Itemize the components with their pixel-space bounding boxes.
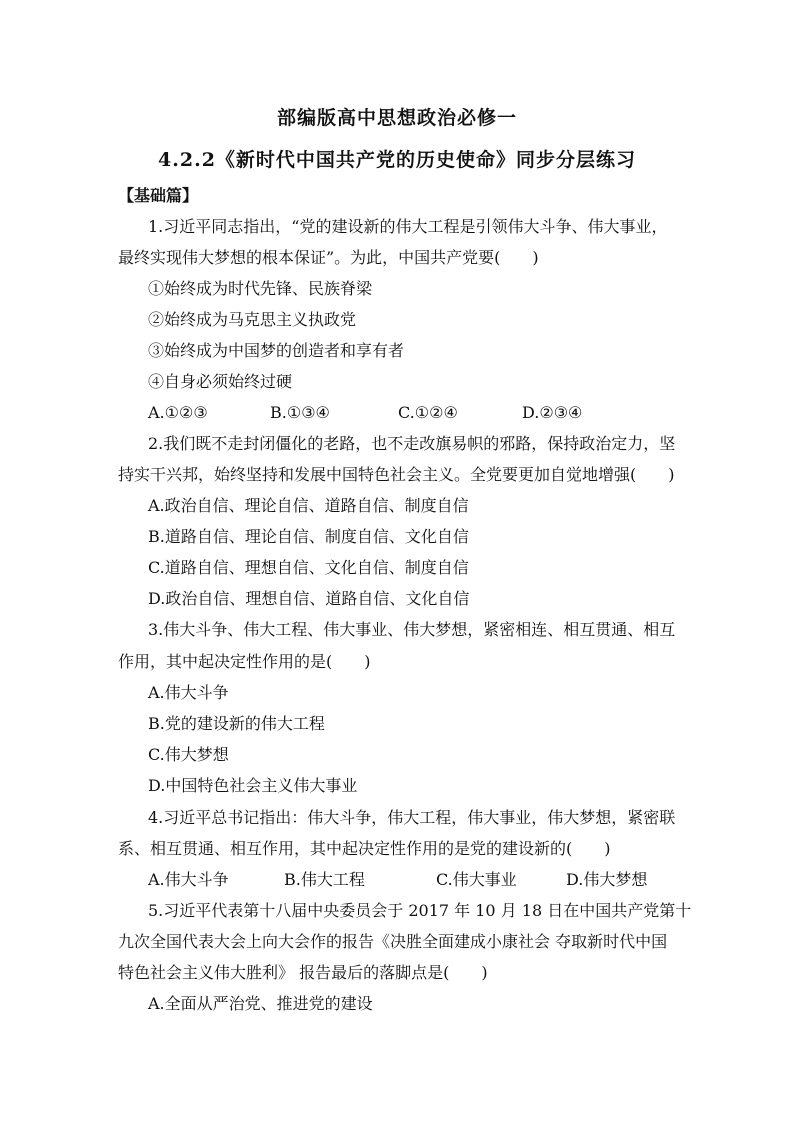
q5-stem-line-1: 5.习近平代表第十八届中央委员会于 2017 年 10 月 18 日在中国共产党第十 [148,901,692,920]
q1-statement-1: ①始终成为时代先锋、民族脊梁 [148,279,373,298]
q1-option-a: A.①②③ [148,403,208,422]
q3-stem-line-2: 作用，其中起决定性作用的是( ) [118,652,371,671]
q2-option-a: A.政治自信、理论自信、道路自信、制度自信 [148,496,469,515]
q3-option-b: B.党的建设新的伟大工程 [148,714,325,733]
q1-option-d: D.②③④ [522,403,583,422]
q4-option-c: C.伟大事业 [436,870,517,889]
q1-stem-line-2: 最终实现伟大梦想的根本保证”。为此，中国共产党要( ) [118,248,539,267]
section-heading-basic: 【基础篇】 [118,186,199,205]
document-subtitle: 4.2.2《新时代中国共产党的历史使命》同步分层练习 [158,149,636,171]
q4-option-a: A.伟大斗争 [148,870,229,889]
q3-stem-line-1: 3.伟大斗争、伟大工程、伟大事业、伟大梦想，紧密相连、相互贯通、相互 [148,620,676,639]
q3-option-d: D.中国特色社会主义伟大事业 [148,776,358,795]
q2-option-c: C.道路自信、理想自信、文化自信、制度自信 [148,558,469,577]
q4-option-b: B.伟大工程 [284,870,365,889]
q1-option-c: C.①②④ [398,403,458,422]
q2-option-d: D.政治自信、理想自信、道路自信、文化自信 [148,589,470,608]
q1-option-b: B.①③④ [270,403,330,422]
q4-stem-line-2: 系、相互贯通、相互作用，其中起决定性作用的是党的建设新的( ) [118,839,611,858]
q4-stem-line-1: 4.习近平总书记指出：伟大斗争，伟大工程，伟大事业，伟大梦想，紧密联 [148,808,676,827]
q5-stem-line-3: 特色社会主义伟大胜利》 报告最后的落脚点是( ) [118,963,488,982]
q1-statement-3: ③始终成为中国梦的创造者和享有者 [148,341,405,360]
q3-option-a: A.伟大斗争 [148,683,229,702]
q1-stem-line-1: 1.习近平同志指出，“党的建设新的伟大工程是引领伟大斗争、伟大事业， [148,217,668,236]
q5-option-a: A.全面从严治党、推进党的建设 [148,994,373,1013]
q1-statement-4: ④自身必须始终过硬 [148,372,293,391]
q3-option-c: C.伟大梦想 [148,745,229,764]
q2-stem-line-1: 2.我们既不走封闭僵化的老路，也不走改旗易帜的邪路，保持政治定力，坚 [148,434,676,453]
q2-option-b: B.道路自信、理论自信、制度自信、文化自信 [148,527,469,546]
q4-option-d: D.伟大梦想 [566,870,648,889]
q5-stem-line-2: 九次全国代表大会上向大会作的报告《决胜全面建成小康社会 夺取新时代中国 [118,932,668,951]
q2-stem-line-2: 持实干兴邦，始终坚持和发展中国特色社会主义。全党要更加自觉地增强( ) [118,465,675,484]
document-title: 部编版高中思想政治必修一 [276,107,517,129]
q1-statement-2: ②始终成为马克思主义执政党 [148,310,357,329]
